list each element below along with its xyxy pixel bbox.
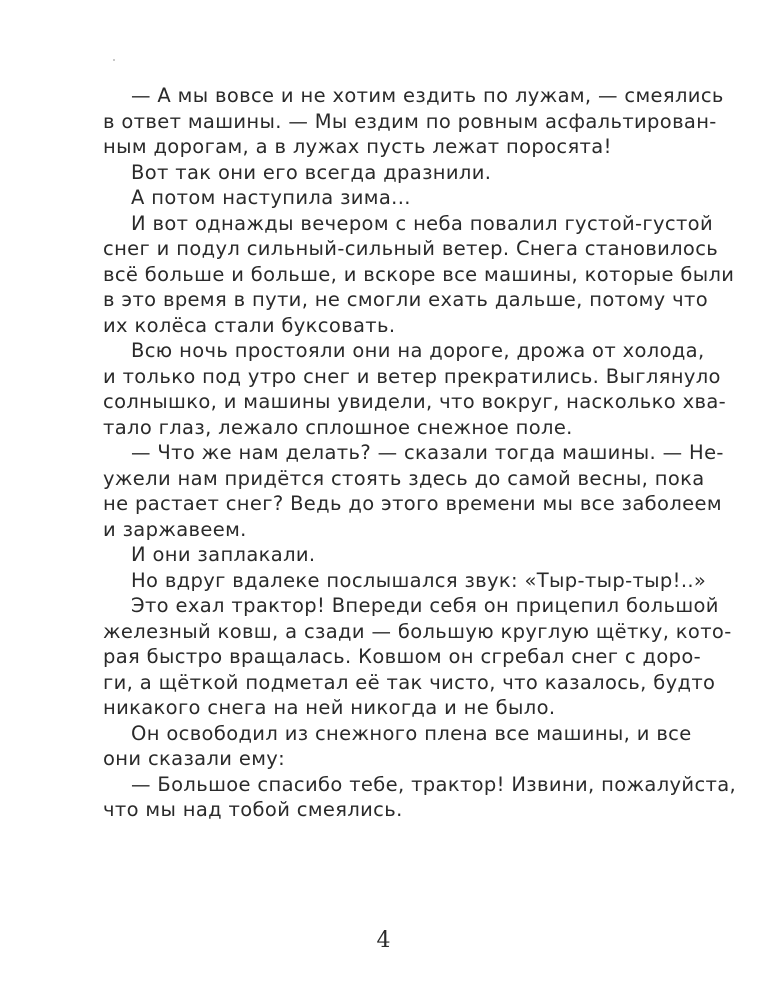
text-line: и заржавеем. — [103, 517, 247, 541]
text-line: всё больше и больше, и вскоре все машины, которые были — [103, 262, 735, 286]
text-line: — А мы вовсе и не хотим ездить по лужам, — смеялись — [131, 84, 724, 107]
text-line: Вот так они его всегда дразнили. — [131, 160, 492, 184]
text-line: ги, а щёткой подметал её так чисто, что казалось, будто — [103, 670, 716, 694]
text-line: в ответ машины. — Мы ездим по ровным асфальтирован- — [103, 109, 717, 133]
text-line: ным дорогам, а в лужах пусть лежат поросята! — [103, 135, 612, 158]
text-line: И вот однажды вечером с неба повалил густой-густой — [131, 211, 713, 235]
text-line: снег и подул сильный-сильный ветер. Снега становилось — [103, 237, 719, 260]
text-line: — Что же нам делать? — сказали тогда машины. — Не- — [131, 441, 724, 464]
text-line: что мы над тобой смеялись. — [103, 798, 403, 821]
text-line: Он освободил из снежного плена все машины, и все — [131, 721, 692, 745]
page-number: 4 — [376, 928, 391, 953]
paper-speck — [113, 59, 115, 61]
text-line: — Большое спасибо тебе, трактор! Извини, пожалуйста, — [131, 772, 737, 796]
text-line: тало глаз, лежало сплошное снежное поле. — [103, 415, 573, 439]
story-text — [103, 83, 737, 823]
text-line: солнышко, и машины увидели, что вокруг, насколько хва- — [103, 390, 726, 413]
text-line: Всю ночь простояли они на дороге, дрожа от холода, — [131, 339, 705, 362]
text-line: и только под утро снег и ветер прекратились. Выглянуло — [103, 364, 721, 388]
text-line: Это ехал трактор! Впереди себя он прицепил большой — [131, 594, 719, 617]
text-line: их колёса стали буксовать. — [103, 313, 396, 337]
text-line: железный ковш, а сзади — большую круглую щётку, кото- — [103, 619, 732, 643]
text-line: А потом наступила зима... — [131, 186, 411, 209]
text-line: Но вдруг вдалеке послышался звук: «Тыр-тыр-тыр!..» — [131, 568, 707, 592]
text-line: в это время в пути, не смогли ехать дальше, потому что — [103, 288, 708, 311]
text-line: рая быстро вращалась. Ковшом он сгребал снег с доро- — [103, 645, 702, 668]
text-line: И они заплакали. — [131, 543, 316, 566]
text-line: ужели нам придётся стоять здесь до самой весны, пока — [103, 466, 705, 490]
text-line: никакого снега на ней никогда и не было. — [103, 696, 556, 719]
text-line: они сказали ему: — [103, 747, 286, 770]
text-line: не растает снег? Ведь до этого времени мы все заболеем — [103, 492, 722, 515]
